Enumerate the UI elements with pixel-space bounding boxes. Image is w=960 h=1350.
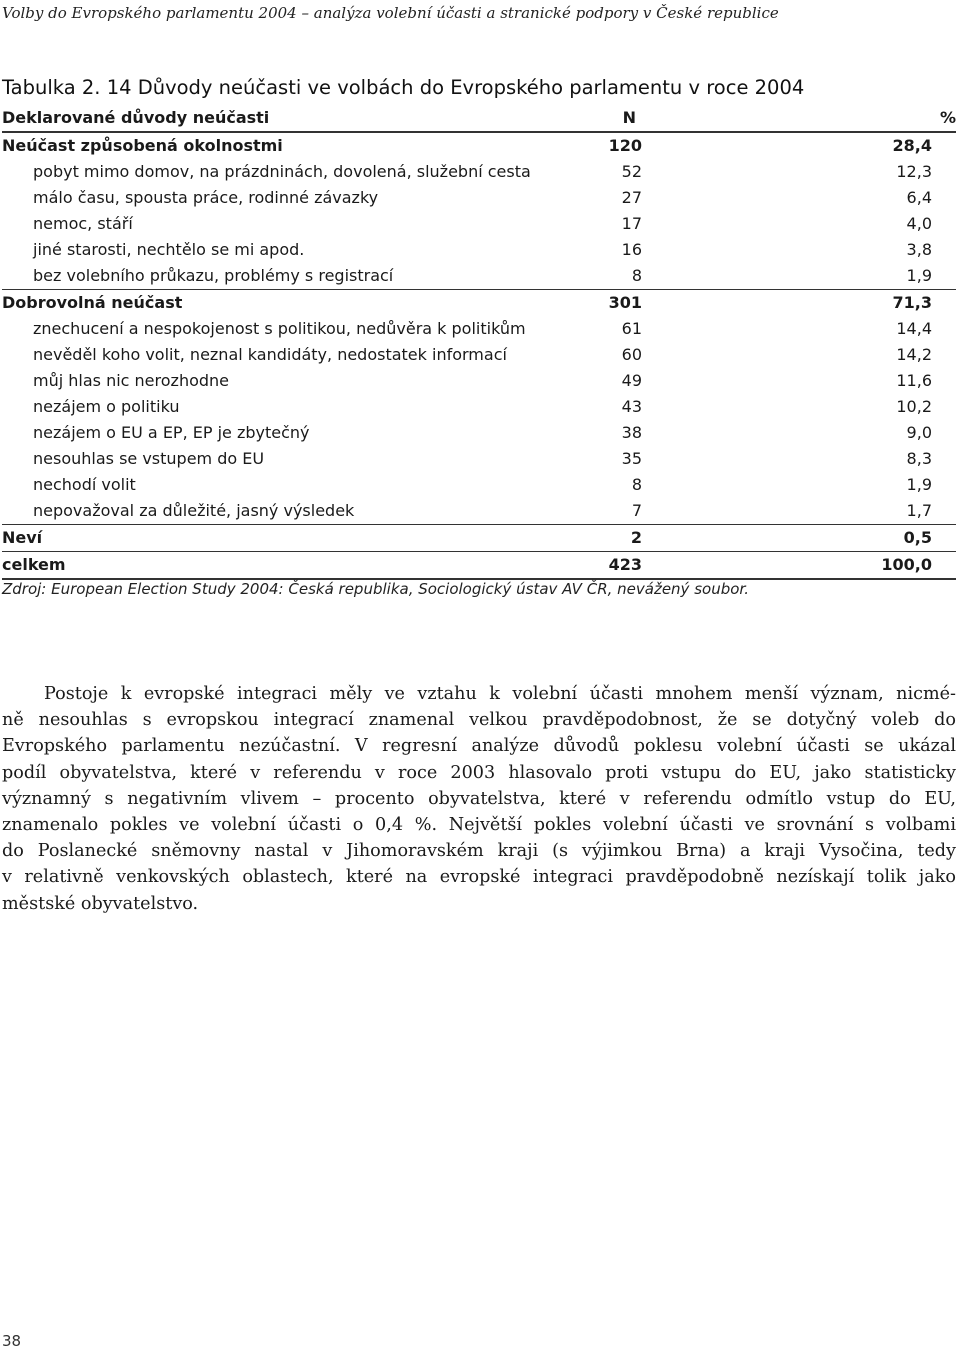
row-label: celkem: [2, 552, 541, 580]
row-label: nechodí volit: [33, 475, 136, 494]
row-n: 60: [621, 345, 642, 364]
row-pct: 9,0: [906, 423, 932, 442]
row-n: 301: [608, 293, 642, 312]
row-n: 8: [541, 263, 642, 290]
row-label: Neúčast způsobená okolnostmi: [2, 136, 283, 155]
row-pct: 11,6: [896, 371, 932, 390]
row-pct: 12,3: [896, 162, 932, 181]
row-label: pobyt mimo domov, na prázdninách, dovolená, služební cesta: [33, 162, 531, 181]
paragraph-line: ně nesouhlas s evropskou integrací znamenal velkou pravděpodobnost, že se dotyčný voleb do: [2, 710, 956, 731]
row-label: málo času, spousta práce, rodinné závazky: [33, 188, 379, 207]
header-label: Deklarované důvody neúčasti: [2, 105, 541, 132]
table-row: [2, 237, 956, 263]
row-n: 35: [621, 449, 642, 468]
paragraph-line: významný s negativním vlivem – procento obyvatelstva, které v referendu odmítlo vstup do EU,: [2, 788, 956, 809]
header-n: N: [541, 105, 642, 132]
table-row: [2, 132, 956, 159]
row-pct: 1,7: [642, 498, 956, 525]
row-label: nesouhlas se vstupem do EU: [33, 449, 265, 468]
paragraph-line: městské obyvatelstvo.: [2, 893, 199, 914]
row-pct: 71,3: [892, 293, 932, 312]
row-n: 38: [621, 423, 642, 442]
paragraph-line: v relativně venkovských oblastech, které na evropské integraci pravděpodobně nezískají tolik jako: [2, 867, 956, 888]
row-n: 120: [608, 136, 642, 155]
table-row: [2, 316, 956, 342]
row-label: nezájem o politiku: [33, 397, 180, 416]
row-pct: 100,0: [642, 552, 956, 580]
running-head: Volby do Evropského parlamentu 2004 – analýza volební účasti a stranické podpory v České republice: [2, 4, 779, 22]
table-row: [2, 185, 956, 211]
table-row: [2, 368, 956, 394]
row-label: nepovažoval za důležité, jasný výsledek: [2, 498, 541, 525]
row-label: můj hlas nic nerozhodne: [33, 371, 230, 390]
header-pct: %: [642, 105, 956, 132]
row-n: 17: [621, 214, 642, 233]
row-pct: 1,9: [906, 475, 932, 494]
row-n: 16: [621, 240, 642, 259]
paragraph-line: Evropského parlamentu nezúčastní. V regresní analýze důvodů poklesu volební účasti se ukázal: [2, 736, 956, 757]
row-n: 43: [621, 397, 642, 416]
row-n: 2: [541, 525, 642, 552]
table-row: [2, 394, 956, 420]
page-number: 38: [2, 1332, 22, 1350]
table-header-row: [2, 105, 956, 132]
row-pct: 10,2: [896, 397, 932, 416]
table-row: [2, 472, 956, 498]
row-label: Dobrovolná neúčast: [2, 293, 183, 312]
row-n: 7: [541, 498, 642, 525]
table-row: [2, 446, 956, 472]
row-n: 27: [621, 188, 642, 207]
table-row: [2, 420, 956, 446]
table-row: [2, 211, 956, 237]
row-pct: 28,4: [892, 136, 932, 155]
row-label: nevěděl koho volit, neznal kandidáty, nedostatek informací: [33, 345, 507, 364]
row-n: 8: [631, 475, 642, 494]
table-row: [2, 290, 956, 317]
paragraph-line: znamenalo pokles ve volební účasti o 0,4 %. Největší pokles volební účasti ve srovnání s volbami: [2, 815, 956, 836]
row-label: jiné starosti, nechtělo se mi apod.: [33, 240, 305, 259]
row-label: nemoc, stáří: [33, 214, 133, 233]
row-n: 423: [541, 552, 642, 580]
row-pct: 0,5: [642, 525, 956, 552]
row-label: Neví: [2, 525, 541, 552]
table-row: [2, 263, 956, 290]
row-pct: 3,8: [906, 240, 932, 259]
row-pct: 6,4: [906, 188, 932, 207]
row-pct: 14,2: [896, 345, 932, 364]
body-paragraph: [2, 681, 956, 917]
row-label: znechucení a nespokojenost s politikou, nedůvěra k politikům: [33, 319, 526, 338]
table-row: [2, 525, 956, 552]
reasons-table: [2, 105, 956, 580]
row-n: 61: [621, 319, 642, 338]
row-pct: 1,9: [642, 263, 956, 290]
paragraph-line: do Poslanecké sněmovny nastal v Jihomoravském kraji (s výjimkou Brna) a kraji Vysočina, tedy: [2, 841, 956, 862]
table-row: [2, 159, 956, 185]
table-title: Tabulka 2. 14 Důvody neúčasti ve volbách do Evropského parlamentu v roce 2004: [2, 76, 805, 99]
row-label: bez volebního průkazu, problémy s registrací: [2, 263, 541, 290]
paragraph-line: podíl obyvatelstva, které v referendu v roce 2003 hlasovalo proti vstupu do EU, jako statisticky: [2, 762, 956, 783]
table-source-note: Zdroj: European Election Study 2004: Česká republika, Sociologický ústav AV ČR, nevážený soubor.: [2, 580, 749, 598]
table-row: [2, 498, 956, 525]
paragraph-line: Postoje k evropské integraci měly ve vztahu k volební účasti mnohem menší význam, nicmé-: [44, 684, 956, 704]
row-n: 52: [621, 162, 642, 181]
table-row: [2, 342, 956, 368]
table-total-row: [2, 552, 956, 580]
row-n: 49: [621, 371, 642, 390]
row-pct: 4,0: [906, 214, 932, 233]
row-label: nezájem o EU a EP, EP je zbytečný: [33, 423, 310, 442]
row-pct: 14,4: [896, 319, 932, 338]
row-pct: 8,3: [906, 449, 932, 468]
